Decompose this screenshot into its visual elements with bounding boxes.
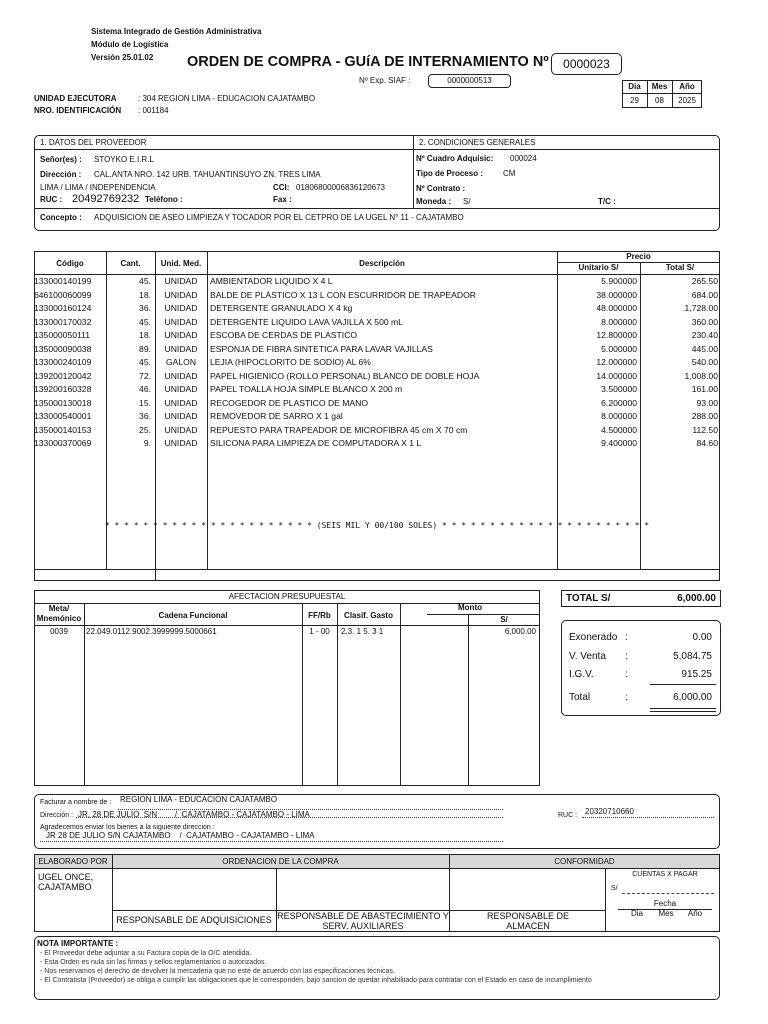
elaborado-value: UGEL ONCE, CAJATAMBO <box>38 872 94 892</box>
cell-codigo: 133000540001 <box>34 411 92 421</box>
cell-total: 84.60 <box>696 438 718 448</box>
fecha-dia: Dia <box>630 909 643 918</box>
table-row <box>34 303 720 317</box>
cell-cant: 45. <box>139 357 151 367</box>
fax-label: Fax : <box>273 195 292 204</box>
cell-unid: UNIDAD <box>164 316 198 327</box>
cci-value: 01806800006836120673 <box>296 183 385 192</box>
cell-descripcion: PAPEL HIGIENICO (ROLLO PERSONAL) BLANCO DE DOBLE HOJA <box>210 370 480 381</box>
cell-codigo: 135000140153 <box>34 424 92 435</box>
clasif-value: 2.3. 1 5. 3 1 <box>341 627 384 636</box>
exonerado-label: Exonerado <box>569 632 618 643</box>
cell-unitario: 9.400000 <box>601 438 637 448</box>
nota-line: - Nos reservamos el derecho de devolver la mercaderia que no esté de acuerdo con las especificaciones técnicas. <box>40 968 395 975</box>
tipo-value: CM <box>503 169 516 178</box>
cuadro-value: 000024 <box>510 154 537 163</box>
nro-value: : 001184 <box>138 106 169 115</box>
fecha-label: Fecha <box>653 899 677 908</box>
cell-codigo: 133000160124 <box>34 303 92 313</box>
envio-value: JR 28 DE JULIO S/N CAJATAMBO / CAJATAMBO - CAJATAMBO - LIMA <box>46 831 315 840</box>
condiciones-section-title: 2. CONDICIONES GENERALES <box>419 138 536 147</box>
total2-sep: : <box>625 692 628 703</box>
cci-label: CCI: <box>273 183 290 192</box>
cell-codigo: 646100060099 <box>34 289 92 300</box>
monto-value: 6,000.00 <box>504 627 536 636</box>
venta-value: 5,084.75 <box>673 651 712 662</box>
envio-label: Agradecemos enviar los bienes a la siguiente direccion : <box>40 824 215 831</box>
cell-descripcion: SILICONA PARA LIMPIEZA DE COMPUTADORA X 1 L <box>210 438 422 448</box>
cell-unid: UNIDAD <box>164 384 198 394</box>
system-name: Sistema Integrado de Gestión Administrativa <box>91 27 262 36</box>
cuentas-moneda: S/ <box>611 885 618 892</box>
cell-unid: UNIDAD <box>164 397 198 408</box>
cell-cant: 15. <box>139 397 151 408</box>
date-header-day: Dia <box>628 82 641 91</box>
facturar-nombre-label: Facturar a nombre de : <box>40 799 112 806</box>
cell-unitario: 48.000000 <box>596 303 637 313</box>
col-total: Total S/ <box>665 263 695 272</box>
venta-label: V. Venta <box>569 651 606 662</box>
table-row <box>34 276 720 290</box>
cell-cant: 36. <box>139 411 151 421</box>
col-monto: Monto <box>458 603 482 612</box>
col-meta: Meta/ Mnemónico <box>36 604 82 623</box>
facturar-ruc-value: 20320710660 <box>585 807 634 816</box>
tc-label: T/C : <box>598 197 616 206</box>
ruc-value: 20492769232 <box>72 193 140 205</box>
cell-descripcion: LEJIA (HIPOCLORITO DE SODIO) AL 6% <box>210 357 371 367</box>
cell-total: 684.00 <box>691 289 718 300</box>
conformidad-header: CONFORMIDAD <box>554 857 615 866</box>
cell-cant: 9. <box>143 438 151 448</box>
date-month: 08 <box>655 96 664 105</box>
cell-total: 1,728.00 <box>684 303 718 313</box>
unidad-value: : 304 REGION LIMA - EDUCACION CAJATAMBO <box>138 94 316 103</box>
cell-descripcion: PAPEL TOALLA HOJA SIMPLE BLANCO X 200 m <box>210 384 403 394</box>
table-row <box>34 438 720 452</box>
cell-unitario: 12.000000 <box>596 357 637 367</box>
igv-label: I.G.V. <box>569 669 594 680</box>
col-cadena: Cadena Funcional <box>158 611 228 620</box>
elaborado-header: ELABORADO POR <box>38 857 108 866</box>
facturar-nombre-value: REGION LIMA - EDUCACION CAJATAMBO <box>120 795 278 804</box>
col-ffrb: FF/Rb <box>308 611 331 620</box>
col-monto-moneda: S/ <box>500 615 508 624</box>
table-row <box>34 317 720 331</box>
table-row <box>34 384 720 398</box>
unidad-label: UNIDAD EJECUTORA <box>34 94 117 103</box>
col-unid: Unid. Med. <box>160 259 202 268</box>
nro-label: NRO. IDENTIFICACIÓN <box>34 106 122 115</box>
total-value: 6,000.00 <box>677 593 716 604</box>
total-label: TOTAL S/ <box>566 593 611 604</box>
proveedor-section-title: 1. DATOS DEL PROVEEDOR <box>40 138 147 147</box>
resp-almacen: RESPONSABLE DE ALMACEN <box>486 911 570 931</box>
cell-cant: 18. <box>139 289 151 300</box>
cell-codigo: 135000090038 <box>34 343 92 354</box>
cell-unid: UNIDAD <box>164 276 198 286</box>
cell-unid: GALON <box>165 357 197 367</box>
afectacion-title: AFECTACION PRESUPUESTAL <box>228 592 346 601</box>
cell-unid: UNIDAD <box>164 438 198 448</box>
cell-total: 230.40 <box>691 330 718 340</box>
cell-codigo: 139200160328 <box>34 384 92 394</box>
nota-title: NOTA IMPORTANTE : <box>37 939 119 948</box>
cell-codigo: 133000240109 <box>34 357 92 367</box>
date-day: 29 <box>630 96 639 105</box>
tipo-label: Tipo de Proceso : <box>416 169 483 178</box>
facturar-direccion-label: Dirección : <box>40 812 74 819</box>
total2-value: 6,000.00 <box>673 692 712 703</box>
telefono-label: Teléfono : <box>145 195 183 204</box>
cell-unitario: 3.500000 <box>601 384 637 394</box>
cell-unitario: 5.000000 <box>601 343 637 354</box>
cadena-value: 22.049.0112.9002.3999999.5000661 <box>86 627 217 636</box>
cell-total: 161.00 <box>691 384 718 394</box>
page-title: ORDEN DE COMPRA - GUíA DE INTERNAMIENTO Nº <box>187 54 549 70</box>
cell-unitario: 8.000000 <box>601 411 637 421</box>
meta-value: 0039 <box>50 627 68 636</box>
cell-cant: 72. <box>139 370 151 381</box>
cell-codigo: 135000130018 <box>34 397 92 408</box>
ruc-label: RUC : <box>40 195 63 204</box>
direccion-value: CAL.ANTA NRO. 142 URB. TAHUANTINSUYO ZN. TRES LIMA <box>94 170 321 179</box>
cell-total: 360.00 <box>691 316 718 327</box>
cell-cant: 36. <box>139 303 151 313</box>
table-row <box>34 371 720 385</box>
table-row <box>34 411 720 425</box>
col-precio: Precio <box>626 252 651 261</box>
venta-sep: : <box>625 651 628 662</box>
direccion-label: Dirección : <box>40 170 82 179</box>
siaf-value: 0000000513 <box>428 74 511 88</box>
fecha-anio: Año <box>687 909 703 918</box>
cell-total: 1,008.00 <box>684 370 718 381</box>
ordenacion-header: ORDENACION DE LA COMPRA <box>222 857 339 866</box>
cell-descripcion: AMBIENTADOR LIQUIDO X 4 L <box>210 276 333 286</box>
cell-cant: 46. <box>139 384 151 394</box>
cell-descripcion: REMOVEDOR DE SARRO X 1 gal <box>210 411 343 421</box>
exonerado-value: 0.00 <box>692 632 712 643</box>
cell-unid: UNIDAD <box>164 424 198 435</box>
cell-total: 445.00 <box>691 343 718 354</box>
cell-descripcion: ESCOBA DE CERDAS DE PLASTICO <box>210 330 358 340</box>
cell-codigo: 133000170032 <box>34 316 92 327</box>
date-header-year: Año <box>679 82 695 91</box>
cell-codigo: 133000370069 <box>34 438 92 448</box>
col-unitario: Unitario S/ <box>578 263 619 272</box>
total2-label: Total <box>569 692 591 703</box>
cell-total: 93.00 <box>696 397 718 408</box>
cell-unitario: 38.000000 <box>596 289 637 300</box>
cell-total: 540.00 <box>691 357 718 367</box>
cell-descripcion: DETERGENTE GRANULADO X 4 kg <box>210 303 353 313</box>
cell-descripcion: BALDE DE PLÁSTICO X 13 L CON ESCURRIDOR DE TRAPEADOR <box>210 289 476 300</box>
moneda-value: S/ <box>463 197 471 206</box>
cell-unid: UNIDAD <box>164 303 198 313</box>
cuadro-label: Nº Cuadro Adquisic: <box>416 154 494 163</box>
cell-descripcion: RECOGEDOR DE PLASTICO DE MANO <box>210 397 369 408</box>
cuentas-label: CUENTAS X PAGAR <box>632 871 698 878</box>
table-row <box>34 330 720 344</box>
col-codigo: Código <box>56 259 84 268</box>
resp-abastecimiento: RESPONSABLE DE ABASTECIMIENTO Y SERV. AUXILIARES <box>277 911 449 931</box>
nota-line: - El Contratista (Proveedor) se obliga a cumplir las obligaciones que le corresponden, bajo sancion de quedar inhabilitado para contratar con el Estado en caso de incumplimiento <box>40 977 592 984</box>
concepto-value: ADQUISICION DE ASEO LIMPIEZA Y TOCADOR POR EL CETPRO DE LA UGEL N° 11 - CAJATAMBO <box>94 213 464 222</box>
table-row <box>34 344 720 358</box>
table-row <box>34 357 720 371</box>
nota-line: - Esta Orden es nula sin las firmas y sellos reglamentarios o autorizados. <box>40 959 267 966</box>
cell-unitario: 12.800000 <box>596 330 637 340</box>
cell-unitario: 4.500000 <box>601 424 637 435</box>
igv-value: 915.25 <box>681 669 712 680</box>
date-header-month: Mes <box>651 82 668 91</box>
cell-cant: 18. <box>139 330 151 340</box>
cell-codigo: 135000050111 <box>34 330 91 340</box>
cell-descripcion: DETERGENTE LIQUIDO LAVA VAJILLA X 500 mL <box>210 316 403 327</box>
col-clasif: Clasif. Gasto <box>344 611 393 620</box>
cell-cant: 45. <box>139 276 151 286</box>
ubicacion-value: LIMA / LIMA / INDEPENDENCIA <box>40 183 156 192</box>
cell-unid: UNIDAD <box>164 330 198 340</box>
cell-unitario: 6.200000 <box>601 397 637 408</box>
cell-total: 288.00 <box>691 411 718 421</box>
igv-sep: : <box>625 669 628 680</box>
cell-unid: UNIDAD <box>164 289 198 300</box>
table-row <box>34 290 720 304</box>
col-cant: Cant. <box>120 259 141 268</box>
cell-codigo: 139200120042 <box>34 370 92 381</box>
siaf-label: Nº Exp. SIAF : <box>359 76 411 85</box>
fecha-mes: Mes <box>658 909 674 918</box>
cell-descripcion: ESPONJA DE FIBRA SINTETICA PARA LAVAR VAJILLAS <box>210 343 433 354</box>
table-row <box>34 425 720 439</box>
cell-unitario: 8.000000 <box>601 316 637 327</box>
amount-in-words: * * * * * * * * * * * * * * * * * * * * * * (SEIS MIL Y 00/100 SOLES) * * * * * * * * * * * * * * * * * * * * * * <box>104 521 650 530</box>
ffrb-value: 1 - 00 <box>309 627 330 636</box>
exonerado-sep: : <box>625 632 628 643</box>
concepto-label: Concepto : <box>40 213 82 222</box>
cell-cant: 25. <box>139 424 151 435</box>
cell-unid: UNIDAD <box>164 343 198 354</box>
cell-cant: 89. <box>139 343 151 354</box>
cell-unid: UNIDAD <box>164 411 198 421</box>
cell-total: 265.50 <box>691 276 718 286</box>
cell-codigo: 133000140199 <box>34 276 92 286</box>
col-descripcion: Descripción <box>359 259 405 268</box>
cell-unid: UNIDAD <box>164 370 198 381</box>
version-label: Versión 25.01.02 <box>91 53 154 62</box>
facturar-direccion-value: JR. 28 DE JULIO S/N / CAJATAMBO - CAJATAMBO - LIMA <box>78 810 310 819</box>
cell-unitario: 5.900000 <box>601 276 637 286</box>
cell-unitario: 14.000000 <box>596 370 637 381</box>
order-number: 0000023 <box>551 53 622 75</box>
cell-descripcion: REPUESTO PARA TRAPEADOR DE MICROFIBRA 45 cm X 70 cm <box>210 424 468 435</box>
nota-line: - El Proveedor debe adjuntar a su Factura copia de la O/C atendida. <box>40 950 252 957</box>
moneda-label: Moneda : <box>416 197 452 206</box>
cell-total: 112.50 <box>692 424 718 435</box>
contrato-label: Nº Contrato : <box>416 184 466 193</box>
resp-adquisiciones: RESPONSABLE DE ADQUISICIONES <box>116 915 272 925</box>
table-row <box>34 398 720 412</box>
cell-cant: 45. <box>139 316 151 327</box>
senor-value: STOYKO E.I.R.L <box>94 155 154 164</box>
senor-label: Señor(es) : <box>40 155 82 164</box>
facturar-ruc-label: RUC : <box>558 812 578 819</box>
module-name: Módulo de Logística <box>91 40 169 49</box>
date-year: 2025 <box>678 96 696 105</box>
